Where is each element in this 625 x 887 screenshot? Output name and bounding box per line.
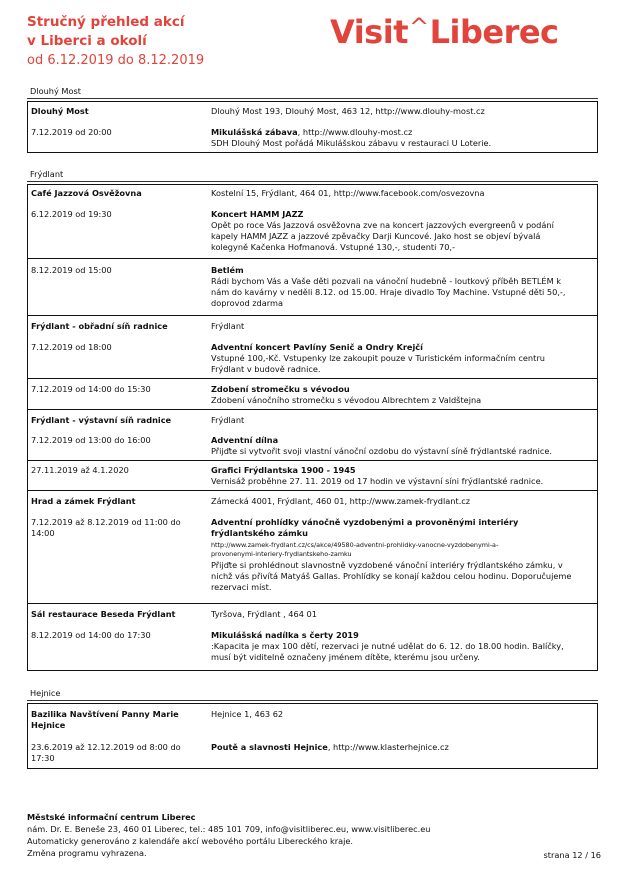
logo-right: Liberec bbox=[429, 13, 559, 51]
venue-row-hrad bbox=[28, 490, 597, 603]
venue-row-sal bbox=[28, 603, 597, 664]
venue-address: Zámecká 4001, Frýdlant, 460 01, http://www.zamek-frydlant.cz bbox=[211, 496, 471, 506]
desc-line: rezervaci míst. bbox=[211, 582, 272, 592]
footer-note: Změna programu vyhrazena. bbox=[27, 848, 147, 858]
venue-box-hejnice bbox=[27, 703, 598, 769]
event-date: 8.12.2019 od 14:00 do 17:30 bbox=[31, 630, 151, 640]
event-date: 7.12.2019 od 18:00 bbox=[31, 342, 112, 352]
venue-box-dlouhy-most bbox=[27, 101, 598, 153]
venue-name bbox=[31, 709, 206, 731]
event-title-line bbox=[211, 127, 595, 138]
section-divider bbox=[27, 181, 598, 182]
event-url: , http://www.dlouhy-most.cz bbox=[297, 127, 413, 137]
event-description: Vernisáž proběhne 27. 11. 2019 od 17 hodin ve výstavní síni frýdlantské radnice. bbox=[211, 476, 544, 486]
event-date: 7.12.2019 od 14:00 do 15:30 bbox=[31, 384, 151, 394]
event-description: Přijďte si vytvořit svoji vlastní vánoční ozdobu do výstavní síně frýdlantské radnice. bbox=[211, 446, 552, 456]
event-title: Mikulášská zábava bbox=[211, 127, 298, 137]
event-title: Zdobení stromečku s vévodou bbox=[211, 384, 350, 394]
url-line[interactable]: provonenymi-interiery-frydlantskeho-zamku bbox=[211, 550, 352, 558]
section-divider bbox=[27, 700, 598, 701]
event-url[interactable] bbox=[211, 541, 595, 559]
visit-liberec-logo bbox=[330, 14, 559, 53]
logo-caret: ^ bbox=[408, 13, 429, 41]
event-date: 27.11.2019 až 4.1.2020 bbox=[31, 465, 129, 475]
section-label-hejnice: Hejnice bbox=[30, 688, 61, 698]
event-date bbox=[31, 742, 206, 764]
event-title: Betlém bbox=[211, 265, 244, 275]
desc-line: Přijďte si prohlédnout slavnostně vyzdobené vánoční interiéry frýdlantského zámku, v bbox=[211, 560, 563, 570]
event-description: SDH Dlouhý Most pořádá Mikulášskou zábavu v restauraci U Loterie. bbox=[211, 138, 492, 148]
venue-row-obradni bbox=[28, 315, 597, 378]
event-title: Poutě a slavnosti Hejnice bbox=[211, 742, 328, 752]
date-range: od 6.12.2019 do 8.12.2019 bbox=[27, 53, 205, 68]
title-line-1: Stručný přehled akcí bbox=[27, 14, 185, 30]
page-number: strana 12 / 16 bbox=[543, 850, 601, 860]
event-date: 7.12.2019 od 13:00 do 16:00 bbox=[31, 435, 151, 445]
event-row bbox=[28, 378, 597, 409]
venue-box-frydlant bbox=[27, 184, 598, 671]
venue-address: Frýdlant bbox=[211, 415, 245, 425]
desc-line: doprovod zdarma bbox=[211, 298, 283, 308]
event-date: 7.12.2019 od 20:00 bbox=[31, 127, 112, 137]
venue-row bbox=[28, 102, 597, 152]
event-date: 8.12.2019 od 15:00 bbox=[31, 265, 112, 275]
event-description bbox=[211, 353, 595, 375]
venue-address: Tyršova, Frýdlant , 464 01 bbox=[211, 609, 317, 619]
desc-line: nám do kavárny v neděli 8.12. od 15.00. Hraje divadlo Toy Machine. Vstupné děti 50,-, bbox=[211, 287, 566, 297]
event-title: Koncert HAMM JAZZ bbox=[211, 209, 304, 219]
event-description bbox=[211, 276, 595, 309]
footer bbox=[27, 811, 430, 859]
venue-row-cafe bbox=[28, 185, 597, 258]
event-date bbox=[31, 517, 206, 539]
venue-name: Sál restaurace Beseda Frýdlant bbox=[31, 609, 176, 619]
date-line: 17:30 bbox=[31, 753, 55, 763]
desc-line: musí být viditelně označeny jménem dítěte, kterému jsou určeny. bbox=[211, 652, 480, 662]
section-label-frydlant: Frýdlant bbox=[30, 169, 64, 179]
section-divider bbox=[27, 98, 598, 99]
footer-note: Automaticky generováno z kalendáře akcí webového portálu Libereckého kraje. bbox=[27, 836, 354, 846]
venue-name: Café Jazzová Osvěžovna bbox=[31, 188, 142, 198]
event-title bbox=[211, 517, 595, 539]
venue-row-vystavni bbox=[28, 409, 597, 460]
footer-address: nám. Dr. E. Beneše 23, 460 01 Liberec, tel.: 485 101 709, info@visitliberec.eu, www.visitliberec.eu bbox=[27, 824, 431, 834]
section-label-dlouhy-most: Dlouhý Most bbox=[30, 86, 81, 96]
event-description bbox=[211, 220, 595, 253]
date-line: 7.12.2019 až 8.12.2019 od 11:00 do bbox=[31, 517, 181, 527]
logo-left: Visit bbox=[330, 13, 408, 51]
event-title: Mikulášská nadílka s čerty 2019 bbox=[211, 630, 359, 640]
venue-address: Hejnice 1, 463 62 bbox=[211, 709, 284, 719]
venue-address: Kostelní 15, Frýdlant, 464 01, http://www.facebook.com/osvezovna bbox=[211, 188, 485, 198]
venue-name: Dlouhý Most bbox=[31, 106, 89, 116]
event-title: Grafici Frýdlantska 1900 - 1945 bbox=[211, 465, 356, 475]
footer-org: Městské informační centrum Liberec bbox=[27, 812, 196, 822]
event-description bbox=[211, 560, 595, 593]
desc-line: kolegyně Kačenka Hofmanová. Vstupné 130,-, studenti 70,- bbox=[211, 242, 455, 252]
desc-line: Frýdlant v budově radnice. bbox=[211, 364, 321, 374]
event-row bbox=[28, 258, 597, 315]
date-line: 14:00 bbox=[31, 528, 55, 538]
venue-address: Frýdlant bbox=[211, 321, 245, 331]
desc-line: kapely HAMM JAZZ a jazzové zpěvačky Darji Kuncové. Jako host se objeví bývalá bbox=[211, 231, 541, 241]
document-title bbox=[27, 13, 204, 70]
event-title-line bbox=[211, 742, 595, 753]
venue-address: Dlouhý Most 193, Dlouhý Most, 463 12, http://www.dlouhy-most.cz bbox=[211, 106, 485, 116]
event-title: Adventní koncert Pavlíny Senič a Ondry Krejčí bbox=[211, 342, 423, 352]
desc-line: Rádi bychom Vás a Vaše děti pozvali na vánoční hudebně - loutkový příběh BETLÉM k bbox=[211, 276, 561, 286]
venue-name: Hrad a zámek Frýdlant bbox=[31, 496, 136, 506]
desc-line: Vstupné 100,-Kč. Vstupenky lze zakoupit pouze v Turistickém informačním centru bbox=[211, 353, 545, 363]
event-date: 6.12.2019 od 19:30 bbox=[31, 209, 112, 219]
name-line: Bazilika Navštívení Panny Marie bbox=[31, 709, 179, 719]
event-row bbox=[28, 460, 597, 490]
name-line: Hejnice bbox=[31, 720, 66, 730]
venue-name: Frýdlant - výstavní síň radnice bbox=[31, 415, 172, 425]
event-description bbox=[211, 641, 595, 663]
title-line: frýdlantského zámku bbox=[211, 528, 308, 538]
event-title: Adventní dílna bbox=[211, 435, 279, 445]
desc-line: :Kapacita je max 100 dětí, rezervaci je nutné udělat do 6. 12. do 18.00 hodin. Balíčky, bbox=[211, 641, 564, 651]
title-line-2: v Liberci a okolí bbox=[27, 33, 147, 49]
title-line: Adventní prohlídky vánočně vyzdobenými a provoněnými interiéry bbox=[211, 517, 519, 527]
desc-line: Opět po roce Vás Jazzová osvěžovna zve na koncert jazzových evergreenů v podání bbox=[211, 220, 554, 230]
event-description: Zdobení vánočního stromečku s vévodou Albrechtem z Valdštejna bbox=[211, 395, 482, 405]
url-line[interactable]: http://www.zamek-frydlant.cz/cs/akce/49580-adventni-prohlidky-vanocne-vyzdobenymi-a- bbox=[211, 541, 499, 549]
event-url: , http://www.klasterhejnice.cz bbox=[327, 742, 449, 752]
venue-name: Frýdlant - obřadní síň radnice bbox=[31, 321, 168, 331]
date-line: 23.6.2019 až 12.12.2019 od 8:00 do bbox=[31, 742, 181, 752]
venue-row-bazilika bbox=[28, 704, 597, 768]
desc-line: nichž vás přivítá Matyáš Gallas. Prohlídky se konají každou celou hodinu. Doporučujeme bbox=[211, 571, 572, 581]
